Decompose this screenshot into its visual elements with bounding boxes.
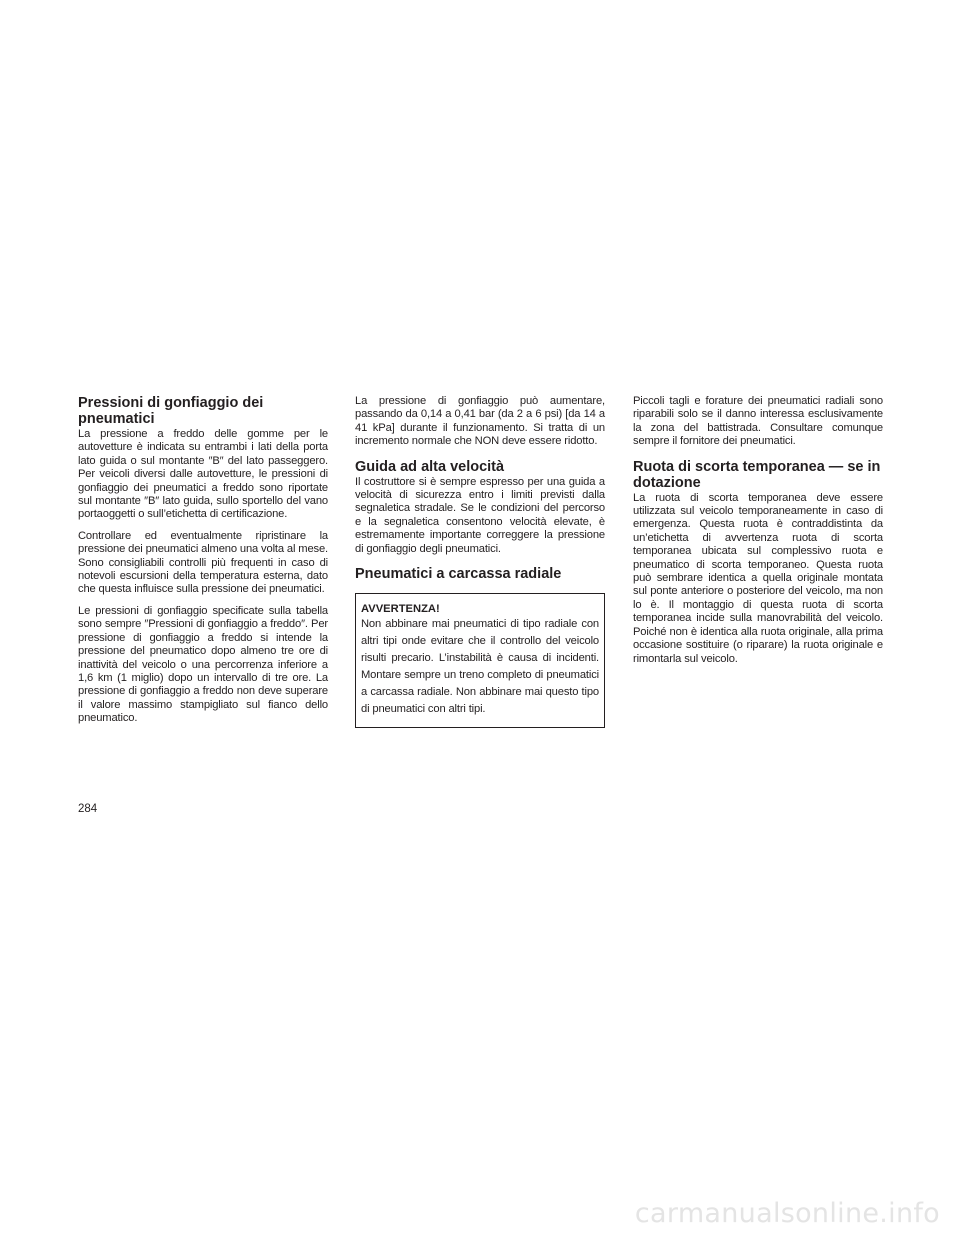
section-heading-radial-tires: Pneumatici a carcassa radiale (355, 566, 562, 583)
paragraph-pressure-increase: La pressione di gonfiaggio può aumentare, passando da 0,14 a 0,41 bar (da 2 a 6 psi) [da 14 a 41 kPa] durante il funzionamento. Si tratta di un incremento normale che NON deve essere ridotto. (355, 395, 605, 448)
page-number: 284 (78, 803, 98, 815)
paragraph-radial-repair: Piccoli tagli e forature dei pneumatici radiali sono riparabili solo se il danno interessa esclusivamente la zona del battistrada. Consultare comunque sempre il fornitore dei pneumatici. (633, 395, 883, 448)
paragraph-high-speed: Il costruttore si è sempre espresso per una guida a velocità di sicurezza entro i limiti previsti dalla segnaletica stradale. Se le condizioni del percorso e la segnaletica consentono velocità elevate, è estremamente importante correggere la pressione di gonfiaggio degli pneumatici. (355, 475, 605, 555)
warning-text: Non abbinare mai pneumatici di tipo radiale con altri tipi onde evitare che il controllo del veicolo risulti precario. L’instabilità è causa di incidenti. Montare sempre un treno completo di pneumatici a carcassa radiale. Non abbinare mai questo tipo di pneumatici con altri tipi. (361, 618, 599, 716)
paragraph-monthly-check: Controllare ed eventualmente ripristinare la pressione dei pneumatici almeno una volta al mese. Sono consigliabili controlli più frequenti in caso di notevoli escursioni della temperatura esterna, dato che questa influisce sulla pressione dei pneumatici. (78, 529, 328, 596)
paragraph-cold-pressure-location: La pressione a freddo delle gomme per le autovetture è indicata su entrambi i lati della porta lato guida o sul montante ″B″ del lato passeggero. Per veicoli diversi dalle autovetture, le pressioni di gonfiaggio dei pneumatici a freddo sono riportate sul montante ″B″ lato guida, sullo sportello del vano portaoggetti o sull’etichetta di certificazione. (78, 428, 328, 521)
section-heading-high-speed: Guida ad alta velocità (355, 458, 505, 475)
paragraph-cold-pressure-definition: Le pressioni di gonfiaggio specificate sulla tabella sono sempre ″Pressioni di gonfiaggio a freddo″. Per pressione di gonfiaggio a freddo si intende la pressione del pneumatico dopo almeno tre ore di inattività del veicolo o una percorrenza inferiore a 1,6 km (1 miglio) dopo un intervallo di tre ore. La pressione di gonfiaggio a freddo non deve superare il valore massimo stampigliato sul fianco dello pneumatico. (78, 604, 328, 725)
right-column (633, 395, 883, 674)
middle-column (355, 395, 605, 728)
warning-box (355, 593, 605, 728)
paragraph-spare-tire: La ruota di scorta temporanea deve essere utilizzata sul veicolo temporaneamente in caso di emergenza. Questa ruota è contraddistinta da un’etichetta di avvertenza ruota di scorta temporanea ubicata sul complessivo ruota e pneumatico di scorta temporaneo. Questa ruota può sembrare identica a quella originale montata sul ponte anteriore o posteriore del veicolo, ma non lo è. Il montaggio di questa ruota di scorta temporanea incide sulla manovrabilità del veicolo. Poiché non è identica alla ruota originale, alla prima occasione sostituire (o riparare) la ruota originale e rimontarla sul veicolo. (633, 491, 883, 665)
left-column (78, 395, 328, 734)
section-heading-inflation-pressure: Pressioni di gonfiaggio dei pneumatici (78, 395, 264, 427)
watermark: carmanualsonline.info (634, 1198, 940, 1229)
section-heading-spare-tire: Ruota di scorta temporanea — se in dotazione (633, 458, 881, 491)
warning-title: AVVERTENZA! (361, 603, 440, 616)
